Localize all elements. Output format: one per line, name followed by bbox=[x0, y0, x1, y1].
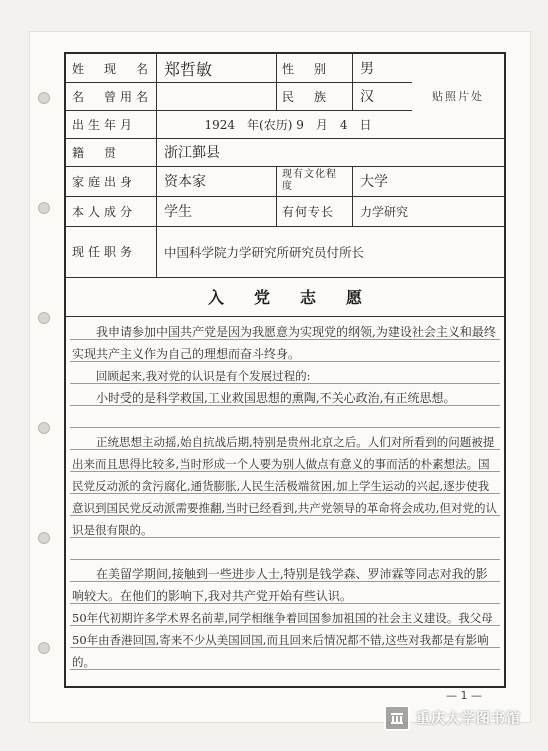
binding-hole bbox=[38, 92, 50, 104]
job-label-cell bbox=[66, 226, 157, 277]
binding-hole bbox=[38, 642, 50, 654]
edu-value: 大学 bbox=[360, 174, 388, 190]
gender-value: 男 bbox=[360, 61, 374, 77]
birth-label-cell bbox=[66, 110, 157, 138]
edu-label: 现有文化程度 bbox=[282, 169, 337, 192]
statement-paragraph-5: 在美留学期间,接触到一些进步人士,特别是钱学森、罗沛霖等同志对我的影响较大。在他们的影响下,我对共产党开始有些认识。 bbox=[72, 567, 488, 603]
statement-paragraph-2: 回顾起来,我对党的认识是有个发展过程的: bbox=[96, 369, 311, 383]
origin-value: 浙江鄞县 bbox=[164, 145, 220, 161]
gender-label-cell bbox=[276, 54, 353, 82]
gender-value-cell bbox=[352, 54, 413, 82]
name-value-cell bbox=[156, 54, 277, 82]
statement-paragraph-1: 我申请参加中国共产党是因为我愿意为实现党的纲领,为建设社会主义和最终实现共产主义作为自己的理想而奋斗终身。 bbox=[72, 325, 496, 361]
skill-label-cell bbox=[276, 196, 353, 226]
watermark-text: 重庆大学图书馆 bbox=[416, 711, 521, 727]
status-value-cell bbox=[156, 196, 277, 226]
name-label: 姓 现 名 bbox=[72, 61, 153, 76]
edu-label-cell bbox=[276, 166, 353, 196]
skill-value: 力学研究 bbox=[360, 204, 409, 219]
name-label-cell bbox=[66, 54, 157, 82]
page-number: — 1 — bbox=[446, 689, 482, 702]
ethnicity-label: 民 族 bbox=[282, 89, 331, 104]
birth-label: 出生年月 bbox=[72, 117, 137, 132]
photo-label: 贴照片处 bbox=[432, 90, 484, 103]
edu-value-cell bbox=[352, 166, 388, 196]
ethnicity-value: 汉 bbox=[360, 89, 374, 105]
birth-value: 1924 年(农历) 9 月 4 日 bbox=[204, 117, 372, 132]
skill-value-cell bbox=[352, 196, 408, 226]
section-title: 入党志愿 bbox=[66, 277, 504, 317]
job-value-cell bbox=[156, 226, 364, 277]
binding-hole bbox=[38, 202, 50, 214]
binding-hole bbox=[38, 312, 50, 324]
library-logo-icon bbox=[384, 705, 410, 731]
job-label: 现任职务 bbox=[72, 245, 137, 259]
application-form bbox=[64, 52, 506, 688]
alias-label: 名 曾用名 bbox=[72, 89, 153, 104]
job-value: 中国科学院力学研究所研究员付所长 bbox=[164, 244, 365, 260]
form-row-family bbox=[66, 166, 504, 197]
origin-label-cell bbox=[66, 138, 157, 166]
binding-hole bbox=[38, 532, 50, 544]
origin-label: 籍 贯 bbox=[72, 145, 121, 160]
statement-paragraph-3: 小时受的是科学救国,工业救国思想的熏陶,不关心政治,有正统思想。 bbox=[96, 391, 456, 405]
alias-label-cell bbox=[66, 82, 157, 110]
form-row-status bbox=[66, 196, 504, 227]
status-label: 本人成分 bbox=[72, 204, 137, 219]
family-label-cell bbox=[66, 166, 157, 196]
form-row-job bbox=[66, 226, 504, 278]
photo-placeholder bbox=[412, 54, 504, 139]
ethnicity-label-cell bbox=[276, 82, 353, 110]
family-value-cell bbox=[156, 166, 277, 196]
statement-area bbox=[66, 317, 504, 686]
ethnicity-value-cell bbox=[352, 82, 413, 110]
ruled-line bbox=[70, 559, 500, 560]
binding-holes bbox=[38, 92, 52, 712]
alias-value-cell bbox=[156, 82, 277, 110]
family-value: 资本家 bbox=[164, 174, 206, 190]
status-label-cell bbox=[66, 196, 157, 226]
statement-paragraph-4: 正统思想主动摇,始自抗战后期,特别是贵州北京之后。人们对所看到的问题被提出来而且思得比较多,当时形成一个人要为别人做点有意义的事而活的朴素想法。国民党反动派的贪污腐化,通货膨胀,人民生活极端贫困,加上学生运动的兴起,逐步使我意识到国民党反动派需要推翻,当时已经看到,共产党领导的革命将会成功,但对党的认识是很有限的。 bbox=[72, 435, 497, 537]
ruled-line bbox=[70, 427, 500, 428]
gender-label: 性 别 bbox=[282, 61, 331, 76]
name-value: 郑哲敏 bbox=[164, 59, 213, 79]
statement-paragraph-6: 50年代初期许多学术界名前辈,同学相继争着回国参加祖国的社会主义建设。我父母50年由香港回国,寄来不少从美国回国,而且回来后情况都不错,这些对我都是有影响的。 bbox=[72, 611, 493, 669]
origin-value-cell bbox=[156, 138, 220, 166]
birth-value-cell bbox=[156, 110, 413, 138]
library-watermark bbox=[384, 703, 521, 733]
status-value: 学生 bbox=[164, 204, 192, 220]
form-row-origin bbox=[66, 138, 504, 167]
skill-label: 有何专长 bbox=[282, 204, 335, 219]
family-label: 家庭出身 bbox=[72, 174, 137, 189]
binding-hole bbox=[38, 422, 50, 434]
